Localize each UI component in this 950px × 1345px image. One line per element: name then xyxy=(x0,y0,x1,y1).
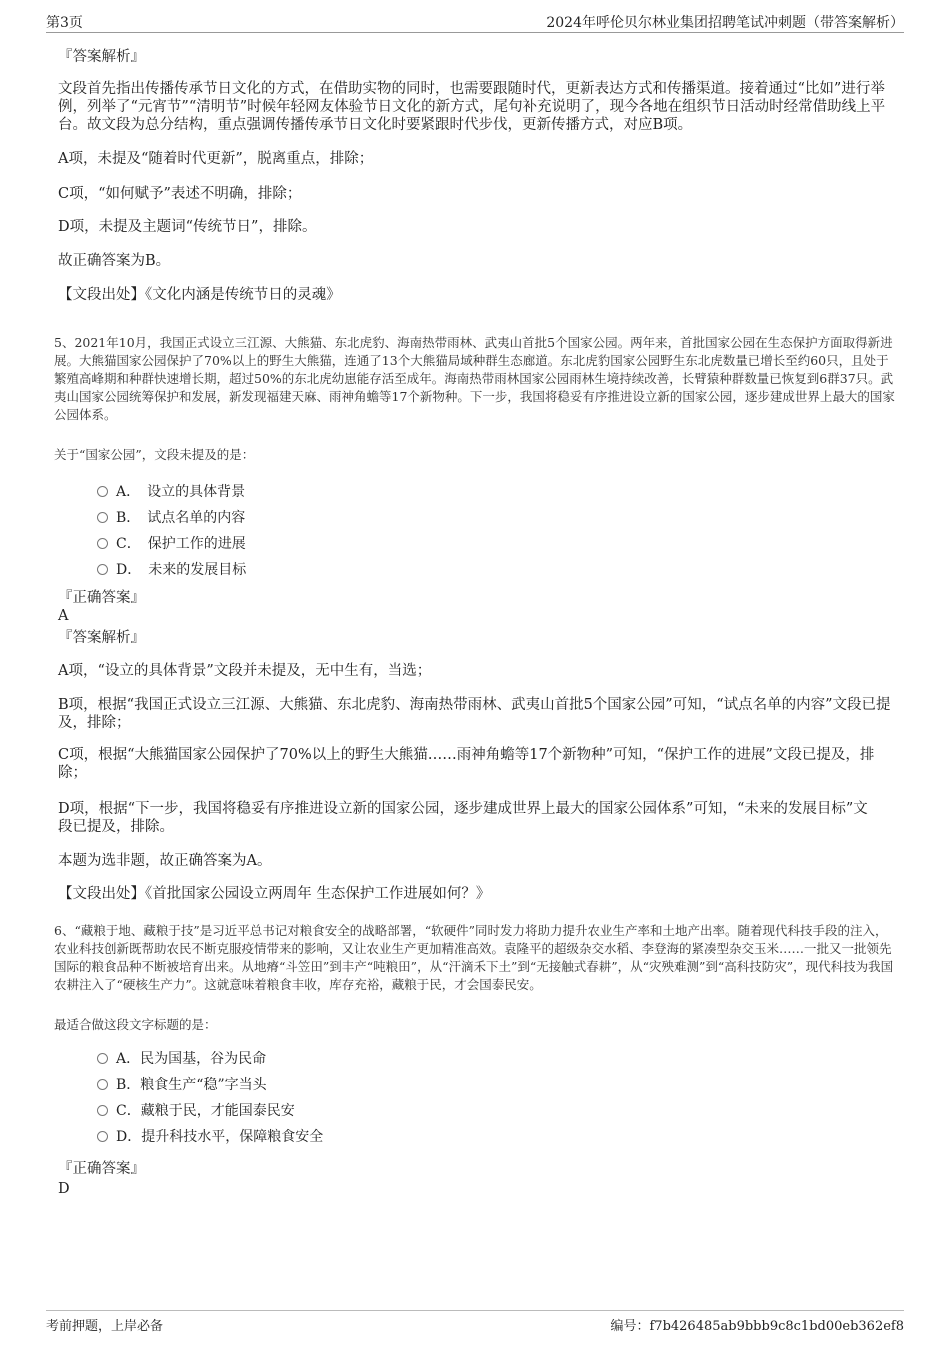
radio-icon[interactable] xyxy=(97,1053,108,1064)
option-label: A．民为国基，谷为民命 xyxy=(116,1051,267,1067)
document-title: 2024年呼伦贝尔林业集团招聘笔试冲刺题（带答案解析） xyxy=(546,15,904,31)
q5-option-c[interactable] xyxy=(97,535,246,553)
q6-option-c[interactable] xyxy=(97,1102,295,1120)
q6-option-d[interactable] xyxy=(97,1128,323,1146)
option-label: C．藏粮于民，才能国泰民安 xyxy=(116,1103,295,1119)
q5-answer-label: 『正确答案』 xyxy=(58,590,145,606)
option-label: D． 未来的发展目标 xyxy=(116,562,247,578)
option-label: D．提升科技水平，保障粮食安全 xyxy=(116,1129,324,1145)
q6-option-a[interactable] xyxy=(97,1050,266,1068)
q6-option-b[interactable] xyxy=(97,1076,267,1094)
q5-option-a[interactable] xyxy=(97,483,245,501)
analysis-option-c: C项，“如何赋予”表述不明确，排除； xyxy=(58,186,302,202)
q6-answer-label: 『正确答案』 xyxy=(58,1161,145,1177)
q5-source: 【文段出处】《首批国家公园设立两周年 生态保护工作进展如何？》 xyxy=(58,886,491,902)
q5-analysis-d: D项，根据“下一步，我国将稳妥有序推进设立新的国家公园，逐步建成世界上最大的国家公园体系”可知，“未来的发展目标”文段已提及，排除。 xyxy=(58,801,868,835)
analysis-option-d: D项，未提及主题词“传统节日”，排除。 xyxy=(58,219,317,235)
analysis-label: 『答案解析』 xyxy=(58,49,145,65)
radio-icon[interactable] xyxy=(97,512,108,523)
radio-icon[interactable] xyxy=(97,1105,108,1116)
q5-analysis-label: 『答案解析』 xyxy=(58,630,145,646)
question-6-stem: 最适合做这段文字标题的是： xyxy=(54,1017,217,1032)
radio-icon[interactable] xyxy=(97,1079,108,1090)
radio-icon[interactable] xyxy=(97,538,108,549)
document-id: 编号：f7b426485ab9bbb9c8c1bd00eb362ef8 xyxy=(610,1319,904,1334)
q5-answer: A xyxy=(58,608,69,624)
q5-option-d[interactable] xyxy=(97,561,246,579)
option-label: B． 试点名单的内容 xyxy=(116,510,246,526)
q5-analysis-a: A项，“设立的具体背景”文段并未提及，无中生有，当选； xyxy=(58,663,432,679)
radio-icon[interactable] xyxy=(97,564,108,575)
q5-option-b[interactable] xyxy=(97,509,245,527)
option-label: B．粮食生产“稳”字当头 xyxy=(116,1077,267,1093)
source: 【文段出处】《文化内涵是传统节日的灵魂》 xyxy=(58,287,341,303)
page-number: 第3页 xyxy=(46,15,83,31)
footer-slogan: 考前押题，上岸必备 xyxy=(46,1319,164,1334)
option-label: C． 保护工作的进展 xyxy=(116,536,246,552)
question-6-passage: 6、“藏粮于地、藏粮于技”是习近平总书记对粮食安全的战略部署，“软硬件”同时发力将助力提升农业生产率和土地产出率。随着现代科技手段的注入，农业科技创新既帮助农民不断克服疫情带来的影响，又让农业生产更加精准高效。袁隆平的超级杂交水稻、李登海的紧凑型杂交玉米……一批又一批领先国际的粮食品种不断被培育出来。从地瘠“斗笠田”到丰产“吨粮田”，从“汗滴禾下土”到“无接触式春耕”，从“灾殃难测”到“高科技防灾”，现代科技为我国农耕注入了“硬核生产力”。这就意味着粮食丰收，库存充裕，藏粮于民，才会国泰民安。 xyxy=(54,923,894,992)
question-5-stem: 关于“国家公园”，文段未提及的是： xyxy=(54,447,255,462)
conclusion: 故正确答案为B。 xyxy=(58,253,171,269)
option-label: A． 设立的具体背景 xyxy=(116,484,246,500)
analysis-text: 文段首先指出传播传承节日文化的方式，在借助实物的同时，也需要跟随时代，更新表达方式和传播渠道。接着通过“比如”进行举例，列举了“元宵节”“清明节”时候年轻网友体验节日文化的新方式，尾句补充说明了，现今各地在组织节日活动时经常借助线上平台。故文段为总分结构，重点强调传播传承节日文化时要紧跟时代步伐，更新传播方式，对应B项。 xyxy=(58,81,886,133)
q5-conclusion: 本题为选非题，故正确答案为A。 xyxy=(58,853,272,869)
q5-analysis-c: C项，根据“大熊猫国家公园保护了70%以上的野生大熊猫……雨神角蟾等17个新物种”可知，“保护工作的进展”文段已提及，排除； xyxy=(58,747,875,781)
page-header xyxy=(46,12,904,33)
page-footer xyxy=(46,1310,904,1337)
q6-answer: D xyxy=(58,1181,70,1197)
radio-icon[interactable] xyxy=(97,486,108,497)
question-5-passage: 5、2021年10月，我国正式设立三江源、大熊猫、东北虎豹、海南热带雨林、武夷山首批5个国家公园。两年来，首批国家公园在生态保护方面取得新进展。大熊猫国家公园保护了70%以上的野生大熊猫，连通了13个大熊猫局域种群生态廊道。东北虎豹国家公园野生东北虎数量已增长至约60只，且处于繁殖高峰期和种群快速增长期，超过50%的东北虎幼崽能存活至成年。海南热带雨林国家公园雨林生境持续改善，长臂猿种群数量已恢复到6群37只。武夷山国家公园统筹保护和发展，新发现福建天麻、雨神角蟾等17个新物种。下一步，我国将稳妥有序推进设立新的国家公园，逐步建成世界上最大的国家公园体系。 xyxy=(54,335,895,422)
q5-analysis-b: B项，根据“我国正式设立三江源、大熊猫、东北虎豹、海南热带雨林、武夷山首批5个国家公园”可知，“试点名单的内容”文段已提及，排除； xyxy=(58,697,891,731)
radio-icon[interactable] xyxy=(97,1131,108,1142)
analysis-option-a: A项，未提及“随着时代更新”，脱离重点，排除； xyxy=(58,151,374,167)
